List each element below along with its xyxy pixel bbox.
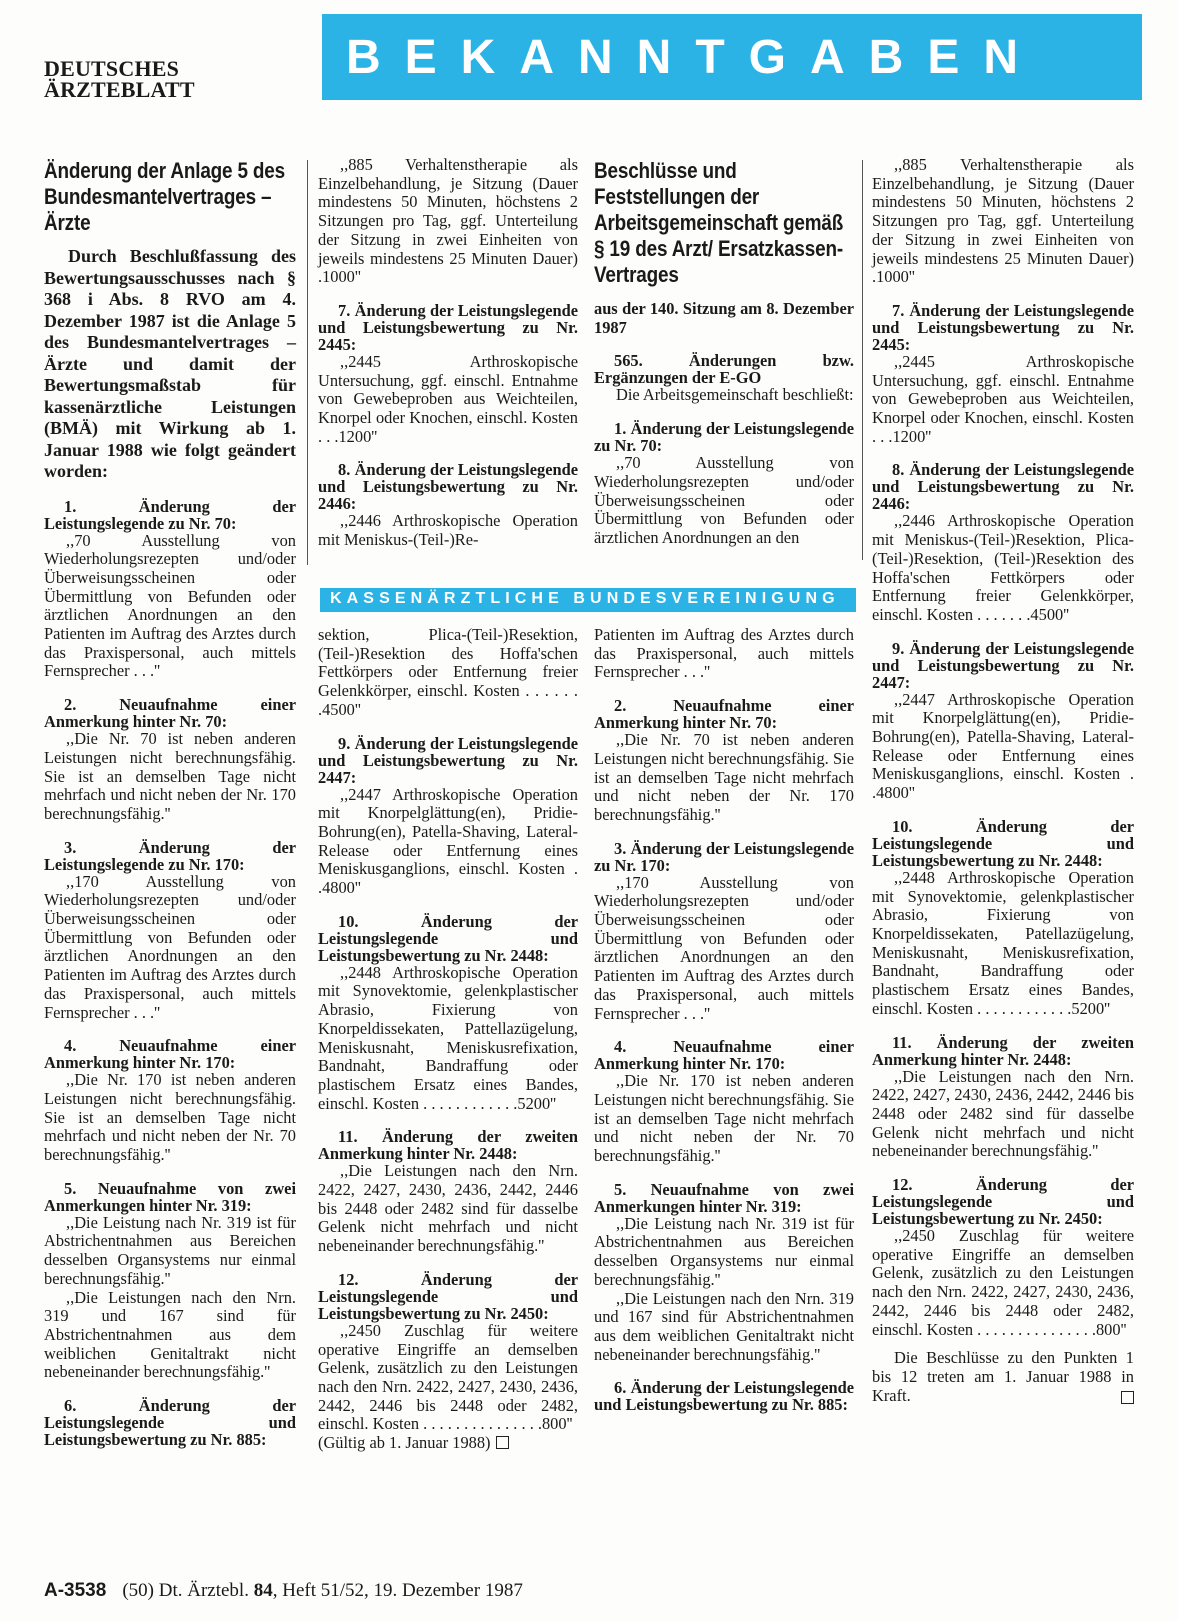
section-text: ,,2450 Zuschlag für weitere operative Eingriffe an demselben Gelenk, zusätzlich zu den Leistungen nach den Nrn. 2422, 2427, 2430, 2436, 2442, 2446 bis 2448 oder 2482, einschl. Kosten . . . . . . . . . . . . . . .800'' [872,1226,1134,1339]
section-heading: 3. Änderung der Leistungslegende zu Nr. 170: [44,837,296,874]
kbv-banner-text: KASSENÄRZTLICHE BUNDESVEREINIGUNG [330,590,840,607]
column-2-upper [318,156,578,550]
article-title: Beschlüsse und Feststellungen der Arbeitsgemeinschaft gemäß § 19 des Arzt/ Ersatzkassen-Vertrages [594,158,844,287]
section-text: ,,Die Leistungen nach den Nrn. 319 und 167 sind für Abstrichentnahmen aus dem weiblichen Genitaltrakt nicht nebeneinander berechnungsfähig.'' [594,1288,854,1364]
masthead [44,58,224,100]
section-heading: 3. Änderung der Leistungslegende zu Nr. 170: [594,838,854,875]
section-heading: 565. Änderungen bzw. Ergänzungen der E-GO [594,351,854,388]
section-text: ,,2448 Arthroskopische Operation mit Synovektomie, gelenkplastischer Abrasio, Fixierung von Knorpeldissekaten, Patellazügelung, Meniskusnaht, Meniskusrefixation, Bandnaht, Bandraffung oder plastischem Ersatz eines Bandes, einschl. Kosten . . . . . . . . . . . .5200'' [872,867,1134,1018]
section-text: ,,Die Nr. 170 ist neben anderen Leistungen nicht berechnungsfähig. Sie ist an demselben Tage nicht mehrfach und nicht neben der Nr. 70 berechnungsfähig.'' [44,1070,296,1165]
section-heading: 5. Neuaufnahme von zwei Anmerkungen hinter Nr. 319: [594,1179,854,1216]
section-text: ,,Die Leistung nach Nr. 319 ist für Abstrichentnahmen aus Bereichen desselben Organsystems nur einmal berechnungsfähig.'' [594,1213,854,1289]
section-heading: 10. Änderung der Leistungslegende und Leistungsbewertung zu Nr. 2448: [318,911,578,965]
citation-post: , Heft 51/52, 19. Dezember 1987 [272,1580,523,1601]
section-heading: 2. Neuaufnahme einer Anmerkung hinter Nr. 70: [44,695,296,732]
intro-text: Die Arbeitsgemeinschaft beschließt: [616,385,854,405]
closing-note [872,1349,1134,1405]
section-heading: 12. Änderung der Leistungslegende und Leistungsbewertung zu Nr. 2450: [318,1269,578,1323]
section-text: ,,170 Ausstellung von Wiederholungsrezepten und/oder Überweisungsscheinen oder Übermittlung von Befunden oder ärztlichen Anordnungen an den Patienten im Auftrag des Arztes durch das Praxispersonal, auch mittels Fernsprecher . . .'' [594,872,854,1023]
section-banner [322,14,1142,100]
end-mark-icon [1121,1391,1134,1404]
section-heading: 9. Änderung der Leistungslegende und Leistungsbewertung zu Nr. 2447: [318,733,578,787]
masthead-line2: ÄRZTEBLATT [44,77,195,102]
column-divider [862,160,863,560]
section-text: ,,170 Ausstellung von Wiederholungsrezepten und/oder Überweisungsscheinen oder Übermittlung von Befunden oder ärztlichen Anordnungen an den Patienten im Auftrag des Arztes durch das Praxispersonal, auch mittels Fernsprecher . . .'' [44,871,296,1022]
section-text: ,,885 Verhaltenstherapie als Einzelbehandlung, je Sitzung (Dauer mindestens 50 Minuten, höchstens 2 Sitzungen pro Tag, ggf. Unterteilung der Sitzung in zwei Einheiten von jeweils mindestens 25 Minuten Dauer) .1000'' [872,155,1134,287]
section-heading: 5. Neuaufnahme von zwei Anmerkungen hinter Nr. 319: [44,1178,296,1215]
validity-note [318,1434,578,1453]
section-text: ,,2450 Zuschlag für weitere operative Eingriffe an demselben Gelenk, zusätzlich zu den Leistungen nach den Nrn. 2422, 2427, 2430, 2436, 2442, 2446 bis 2448 oder 2482, einschl. Kosten . . . . . . . . . . . . . . .800'' [318,1320,578,1434]
section-text: ,,70 Ausstellung von Wiederholungsrezepten und/oder Überweisungsscheinen oder Übermittlung von Befunden oder ärztlichen Anordnungen an den [594,453,854,547]
section-heading: 7. Änderung der Leistungslegende und Leistungsbewertung zu Nr. 2445: [872,300,1134,354]
end-mark-icon [496,1436,509,1449]
validity-text: (Gültig ab 1. Januar 1988) [318,1433,491,1453]
section-text: ,,2445 Arthroskopische Untersuchung, ggf. einschl. Entnahme von Gewebeproben aus Weichteilen, Knorpel oder Knochen, einschl. Kosten . . .1200'' [318,351,578,446]
closing-text: Die Beschlüsse zu den Punkten 1 bis 12 treten am 1. Januar 1988 in Kraft. [872,1348,1134,1405]
section-text: ,,2446 Arthroskopische Operation mit Meniskus-(Teil-)Resektion, Plica-(Teil-)Resektion, (Teil-)Resektion des Hoffa'schen Fettkörpers oder Entfernung freier Gelenkkörper, einschl. Kosten . . . . . . .4500'' [872,511,1134,624]
section-heading: 11. Änderung der zweiten Anmerkung hinter Nr. 2448: [318,1127,578,1164]
section-heading: 2. Neuaufnahme einer Anmerkung hinter Nr. 70: [594,696,854,733]
section-heading: 6. Änderung der Leistungslegende und Leistungsbewertung zu Nr. 885: [594,1378,854,1415]
section-text: ,,70 Ausstellung von Wiederholungsrezepten und/oder Überweisungsscheinen oder Übermittlung von Befunden oder ärztlichen Anordnungen an den Patienten im Auftrag des Arztes durch das Praxispersonal, auch mittels Fernsprecher . . .'' [44,530,296,681]
section-text: ,,Die Leistungen nach den Nrn. 319 und 167 sind für Abstrichentnahmen aus dem weiblichen Genitaltrakt nicht nebeneinander berechnungsfähig.'' [44,1287,296,1382]
section-text: ,,Die Leistung nach Nr. 319 ist für Abstrichentnahmen aus Bereichen desselben Organsystems nur einmal berechnungsfähig.'' [44,1212,296,1288]
section-text: ,,2447 Arthroskopische Operation mit Knorpelglättung(en), Pridie-Bohrung(en), Patella-Shaving, Lateral-Release oder Entfernung eines Meniskusganglions, einschl. Kosten . .4800'' [872,689,1134,803]
column-1 [44,158,296,1448]
column-3-upper [594,158,854,548]
section-text: ,,Die Nr. 170 ist neben anderen Leistungen nicht berechnungsfähig. Sie ist an demselben Tage nicht mehrfach und nicht neben der Nr. 70 berechnungsfähig.'' [594,1071,854,1166]
section-text: Patienten im Auftrag des Arztes durch das Praxispersonal, auch mittels Fernsprecher . . .'' [594,625,854,682]
kbv-banner [320,588,856,612]
section-heading: 8. Änderung der Leistungslegende und Leistungsbewertung zu Nr. 2446: [318,460,578,514]
lead-paragraph: Durch Beschlußfassung des Bewertungsausschusses nach § 368 i Abs. 8 RVO am 4. Dezember 1987 ist die Anlage 5 des Bundesmantelvertrages – Ärzte und damit der Bewertungsmaßstab für kassenärztliche Leistungen (BMÄ) mit Wirkung ab 1. Januar 1988 wie folgt geändert worden: [44,246,296,481]
citation-volume: 84 [253,1580,273,1601]
section-heading: 1. Änderung der Leistungslegende zu Nr. 70: [594,419,854,456]
masthead-line1: DEUTSCHES [44,56,180,81]
section-text: sektion, Plica-(Teil-)Resektion, (Teil-)Resektion des Hoffa'schen Fettkörpers oder Entfernung freier Gelenkkörper, einschl. Kosten . . . . . . .4500'' [318,625,578,719]
section-text: ,,2445 Arthroskopische Untersuchung, ggf. einschl. Entnahme von Gewebeproben aus Weichteilen, Knorpel oder Knochen, einschl. Kosten . . .1200'' [872,351,1134,446]
section-heading: 10. Änderung der Leistungslegende und Leistungsbewertung zu Nr. 2448: [872,816,1134,870]
column-3-lower [594,626,854,1413]
section-text: ,,2446 Arthroskopische Operation mit Meniskus-(Teil-)Re- [318,511,578,550]
article-title: Änderung der Anlage 5 des Bundesmantelvertrages – Ärzte [44,158,286,235]
section-heading: 11. Änderung der zweiten Anmerkung hinter Nr. 2448: [872,1032,1134,1069]
section-heading: 9. Änderung der Leistungslegende und Leistungsbewertung zu Nr. 2447: [872,638,1134,692]
section-heading: 4. Neuaufnahme einer Anmerkung hinter Nr. 170: [594,1037,854,1074]
section-heading: 8. Änderung der Leistungslegende und Leistungsbewertung zu Nr. 2446: [872,460,1134,514]
column-2-lower [318,626,578,1453]
section-heading: 7. Änderung der Leistungslegende und Leistungsbewertung zu Nr. 2445: [318,300,578,354]
column-4 [872,156,1134,1405]
section-text: ,,Die Leistungen nach den Nrn. 2422, 2427, 2430, 2436, 2442, 2446 bis 2448 oder 2482 sind für dasselbe Gelenk nicht mehrfach und nicht nebeneinander berechnungsfähig.'' [872,1066,1134,1161]
section-text: ,,Die Leistungen nach den Nrn. 2422, 2427, 2430, 2436, 2442, 2446 bis 2448 oder 2482 sind für dasselbe Gelenk nicht mehrfach und nicht nebeneinander berechnungsfähig.'' [318,1161,578,1256]
section-heading: 12. Änderung der Leistungslegende und Leistungsbewertung zu Nr. 2450: [872,1175,1134,1229]
section-heading: 1. Änderung der Leistungslegende zu Nr. 70: [44,496,296,533]
article-subtitle: aus der 140. Sitzung am 8. Dezember 1987 [594,299,854,337]
section-text: ,,Die Nr. 70 ist neben anderen Leistungen nicht berechnungsfähig. Sie ist an demselben Tage nicht mehrfach und nicht neben der Nr. 170 berechnungsfähig.'' [44,729,296,823]
section-text: ,,2447 Arthroskopische Operation mit Knorpelglättung(en), Pridie-Bohrung(en), Patella-Shaving, Lateral-Release oder Entfernung eines Meniskusganglions, einschl. Kosten . .4800'' [318,784,578,898]
page-number: A-3538 [44,1580,107,1601]
page-footer [44,1580,523,1602]
citation-pre: (50) Dt. Ärztebl. [122,1580,254,1601]
section-heading: 4. Neuaufnahme einer Anmerkung hinter Nr. 170: [44,1036,296,1073]
section-text: ,,Die Nr. 70 ist neben anderen Leistungen nicht berechnungsfähig. Sie ist an demselben Tage nicht mehrfach und nicht neben der Nr. 170 berechnungsfähig.'' [594,730,854,824]
section-text: ,,2448 Arthroskopische Operation mit Synovektomie, gelenkplastischer Abrasio, Fixierung von Knorpeldissekaten, Pattellazügelung, Meniskusnaht, Meniskusrefixation, Bandnaht, Bandraffung oder plastischem Ersatz eines Bandes, einschl. Kosten . . . . . . . . . . . .5200'' [318,962,578,1113]
section-text: ,,885 Verhaltenstherapie als Einzelbehandlung, je Sitzung (Dauer mindestens 50 Minuten, höchstens 2 Sitzungen pro Tag, ggf. Unterteilung der Sitzung in zwei Einheiten von jeweils mindestens 25 Minuten Dauer) .1000'' [318,155,578,287]
banner-title: BEKANNTGABEN [346,31,1042,84]
section-heading: 6. Änderung der Leistungslegende und Leistungsbewertung zu Nr. 885: [44,1396,296,1450]
column-divider [307,160,308,565]
